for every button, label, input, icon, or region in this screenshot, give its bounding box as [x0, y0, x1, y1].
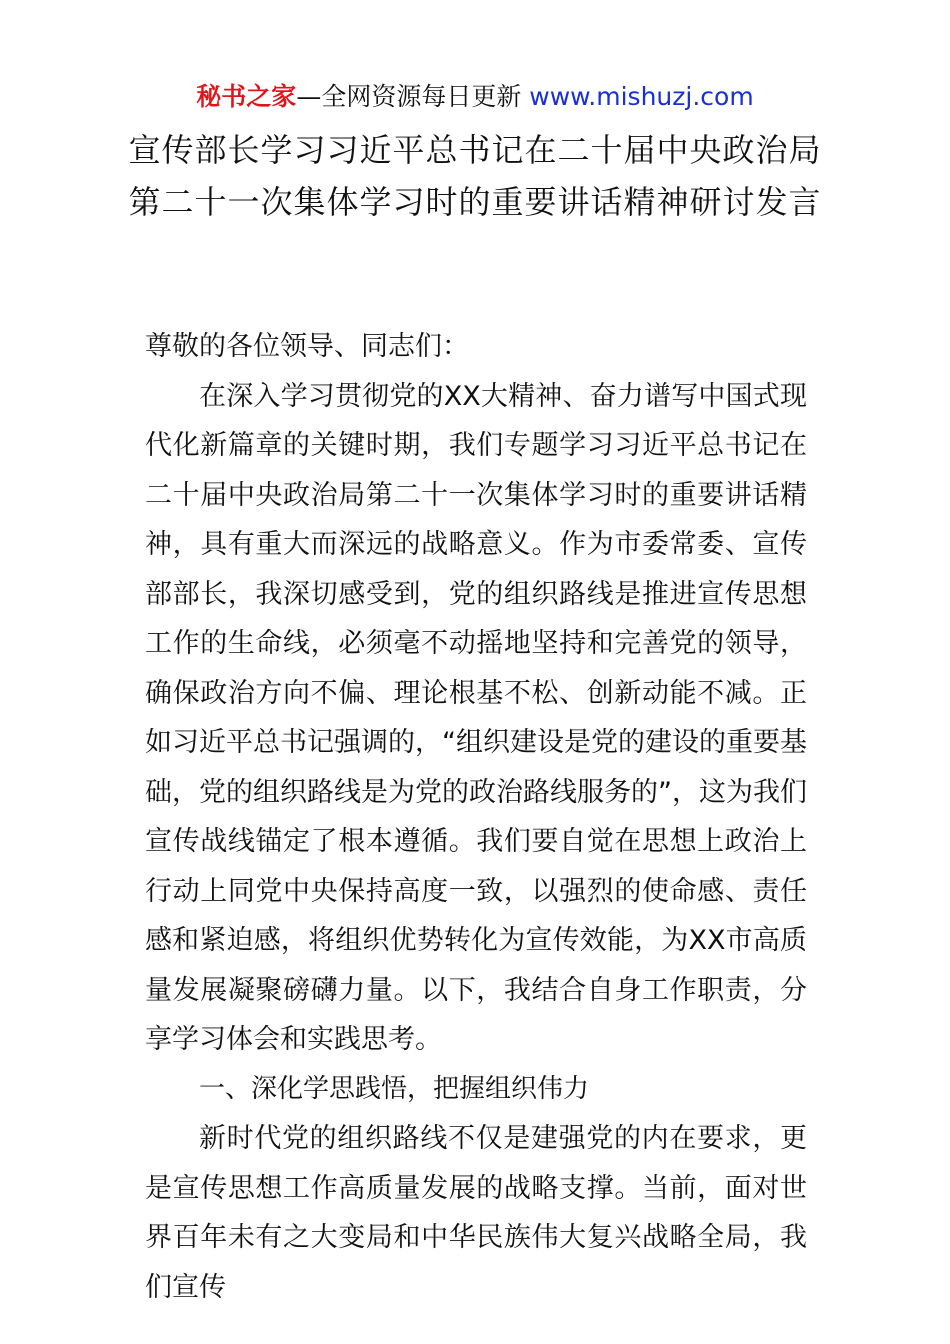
- site-url-link[interactable]: www.mishuzj.com: [529, 82, 754, 111]
- salutation: 尊敬的各位领导、同志们：: [145, 331, 469, 362]
- document-body: [145, 322, 807, 1312]
- site-tagline: —全网资源每日更新: [296, 82, 530, 111]
- document-title: 宣传部长学习习近平总书记在二十届中央政治局第二十一次集体学习时的重要讲话精神研讨发言: [128, 131, 822, 221]
- section-heading: 一、深化学思践悟，把握组织伟力: [199, 1073, 590, 1104]
- body-paragraph: 新时代党的组织路线不仅是建强党的内在要求，更是宣传思想工作高质量发展的战略支撑。当前，面对世界百年未有之大变局和中华民族伟大复兴战略全局，我们宣传: [145, 1123, 807, 1303]
- site-brand: 秘书之家: [196, 82, 297, 111]
- site-header: [0, 80, 950, 114]
- body-paragraph: 在深入学习贯彻党的XX大精神、奋力谱写中国式现代化新篇章的关键时期，我们专题学习习近平总书记在二十届中央政治局第二十一次集体学习时的重要讲话精神，具有重大而深远的战略意义。作为市委常委、宣传部部长，我深切感受到，党的组织路线是推进宣传思想工作的生命线，必须毫不动摇地坚持和完善党的领导，确保政治方向不偏、理论根基不松、创新动能不减。正如习近平总书记强调的，“组织建设是党的建设的重要基础，党的组织路线是为党的政治路线服务的”，这为我们宣传战线锚定了根本遵循。我们要自觉在思想上政治上行动上同党中央保持高度一致，以强烈的使命感、责任感和紧迫感，将组织优势转化为宣传效能，为XX市高质量发展凝聚磅礴力量。以下，我结合自身工作职责，分享学习体会和实践思考。: [145, 380, 807, 1055]
